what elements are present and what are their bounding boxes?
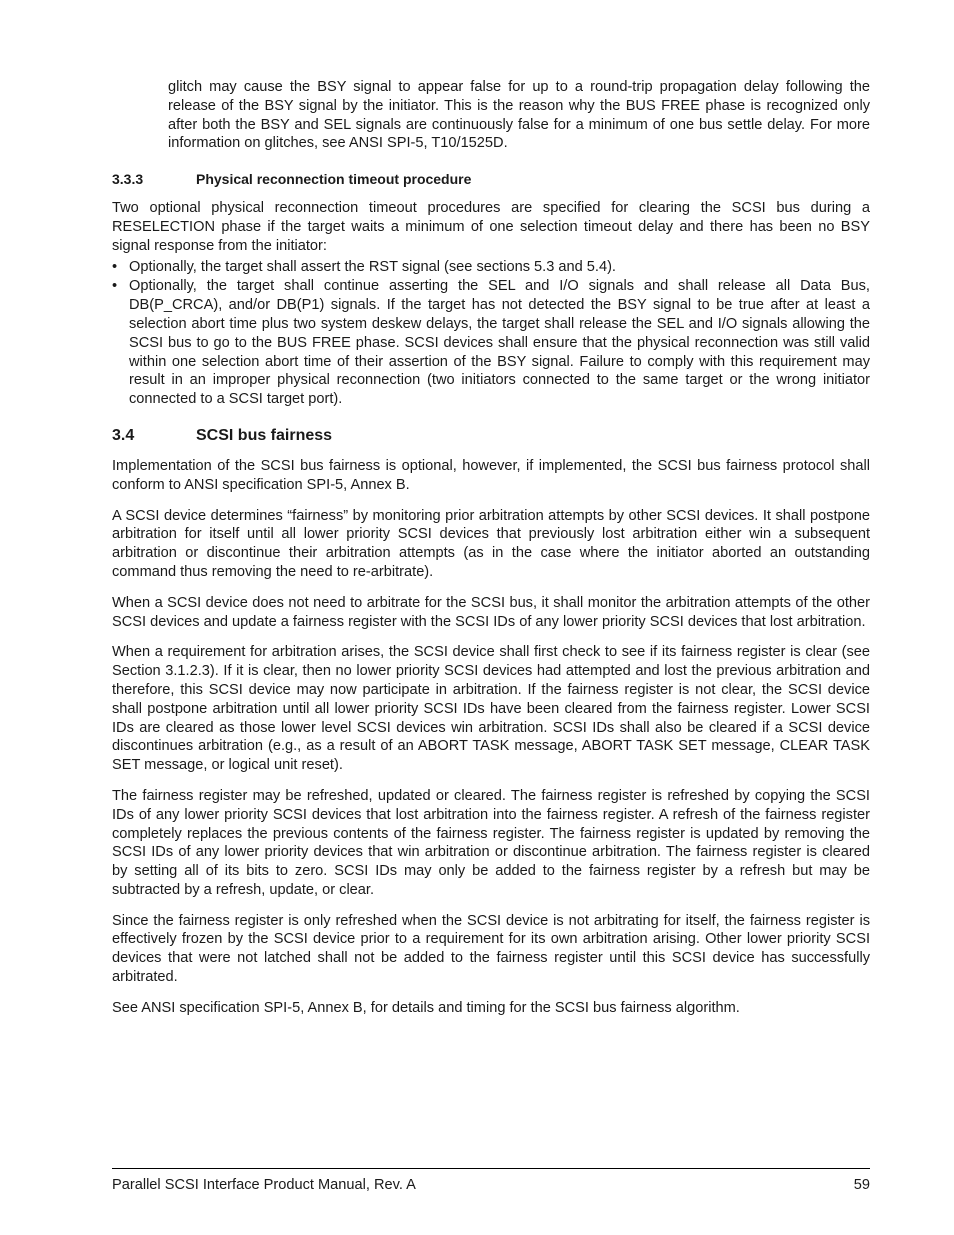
page-footer: [112, 1168, 870, 1193]
intro-paragraph: glitch may cause the BSY signal to appear false for up to a round-trip propagation delay following the release of the BSY signal by the initiator. This is the reason why the BUS FREE phase is recognized only after both the BSY and SEL signals are continuously false for a minimum of one bus settle delay. For more information on glitches, see ANSI SPI-5, T10/1525D.: [168, 79, 870, 152]
section-title: Physical reconnection timeout procedure: [196, 171, 472, 188]
footer-title: Parallel SCSI Interface Product Manual, Rev. A: [112, 1177, 416, 1193]
section-heading-3-4: [112, 427, 870, 445]
document-page: [112, 78, 870, 1018]
bullet-list: [112, 258, 870, 409]
body-paragraph: When a requirement for arbitration arises, the SCSI device shall first check to see if its fairness register is clear (see Section 3.1.2.3). If it is clear, then no lower priority SCSI devices had attempted and lost the previous arbitration and therefore, this SCSI device may now participate in arbitration. If the fairness register is not clear, the SCSI device shall postpone arbitration until all lower priority SCSI IDs have been cleared from the fairness register. Lower SCSI IDs are cleared as those lower level SCSI devices win arbitration. SCSI IDs shall also be cleared if a SCSI device discontinues arbitration (e.g., as a result of an ABORT TASK message, ABORT TASK SET message, CLEAR TASK SET message, or logical unit reset).: [112, 644, 870, 774]
page-number: 59: [853, 1177, 870, 1193]
body-paragraph: When a SCSI device does not need to arbitrate for the SCSI bus, it shall monitor the arbitration attempts of the other SCSI devices and update a fairness register with the SCSI IDs of any lower priority SCSI devices that lost arbitration.: [112, 594, 870, 630]
bullet-glyph: •: [112, 278, 118, 295]
list-item-text: Optionally, the target shall continue asserting the SEL and I/O signals and shall release all Data Bus, DB(P_CRCA), and/or DB(P1) signals. If the target has not detected the BSY signal to be true after at least a selection abort time plus two system deskew delays, the target shall release the SEL and I/O signals allowing the SCSI bus to go to the BUS FREE phase. SCSI devices shall ensure that the physical reconnection was still valid within one selection abort time of their assertion of the BSY signal. Failure to comply with this requirement may result in an improper physical reconnection (two initiators connected to the same target or the wrong initiator connected to a SCSI target port).: [129, 278, 870, 408]
section-title: SCSI bus fairness: [196, 426, 333, 444]
list-item: [112, 258, 870, 277]
list-item: [112, 277, 870, 409]
section-paragraph: Two optional physical reconnection timeout procedures are specified for clearing the SCSI bus during a RESELECTION phase if the target waits a minimum of one selection timeout delay and there has been no BSY signal response from the initiator:: [112, 200, 870, 254]
bullet-glyph: •: [112, 258, 118, 275]
body-paragraph: See ANSI specification SPI-5, Annex B, for details and timing for the SCSI bus fairness algorithm.: [112, 999, 740, 1016]
body-paragraph: Implementation of the SCSI bus fairness is optional, however, if implemented, the SCSI bus fairness protocol shall conform to ANSI specification SPI-5, Annex B.: [112, 457, 870, 493]
section-number: 3.3.3: [112, 171, 144, 188]
section-heading-3-3-3: [112, 171, 870, 187]
list-item-text: Optionally, the target shall assert the RST signal (see sections 5.3 and 5.4).: [129, 258, 616, 275]
body-paragraph: Since the fairness register is only refreshed when the SCSI device is not arbitrating for itself, the fairness register is effectively frozen by the SCSI device prior to a requirement for its own arbitration arising. Other lower priority SCSI devices that were not latched shall not be added to the fairness register until this SCSI device has successfully arbitrated.: [112, 912, 870, 986]
body-paragraph: The fairness register may be refreshed, updated or cleared. The fairness register is refreshed by copying the SCSI IDs of any lower priority SCSI devices that lost arbitration into the fairness register. A refresh of the fairness register completely replaces the previous contents of the fairness register. The fairness register is updated by removing the SCSI IDs of any lower priority devices that win arbitration or discontinue arbitration. The fairness register is cleared by setting all of its bits to zero. SCSI IDs may only be added to the fairness register by a refresh but may be subtracted by a refresh, update, or clear.: [112, 787, 870, 898]
section-number: 3.4: [112, 426, 135, 444]
body-paragraph: A SCSI device determines “fairness” by monitoring prior arbitration attempts by other SCSI devices. It shall postpone arbitration for itself until all lower priority SCSI devices that previously lost arbitration either win a subsequent arbitration or discontinue their arbitration attempts (as in the case where the initiator aborted an outstanding command thus removing the need to re-arbitrate).: [112, 507, 870, 580]
